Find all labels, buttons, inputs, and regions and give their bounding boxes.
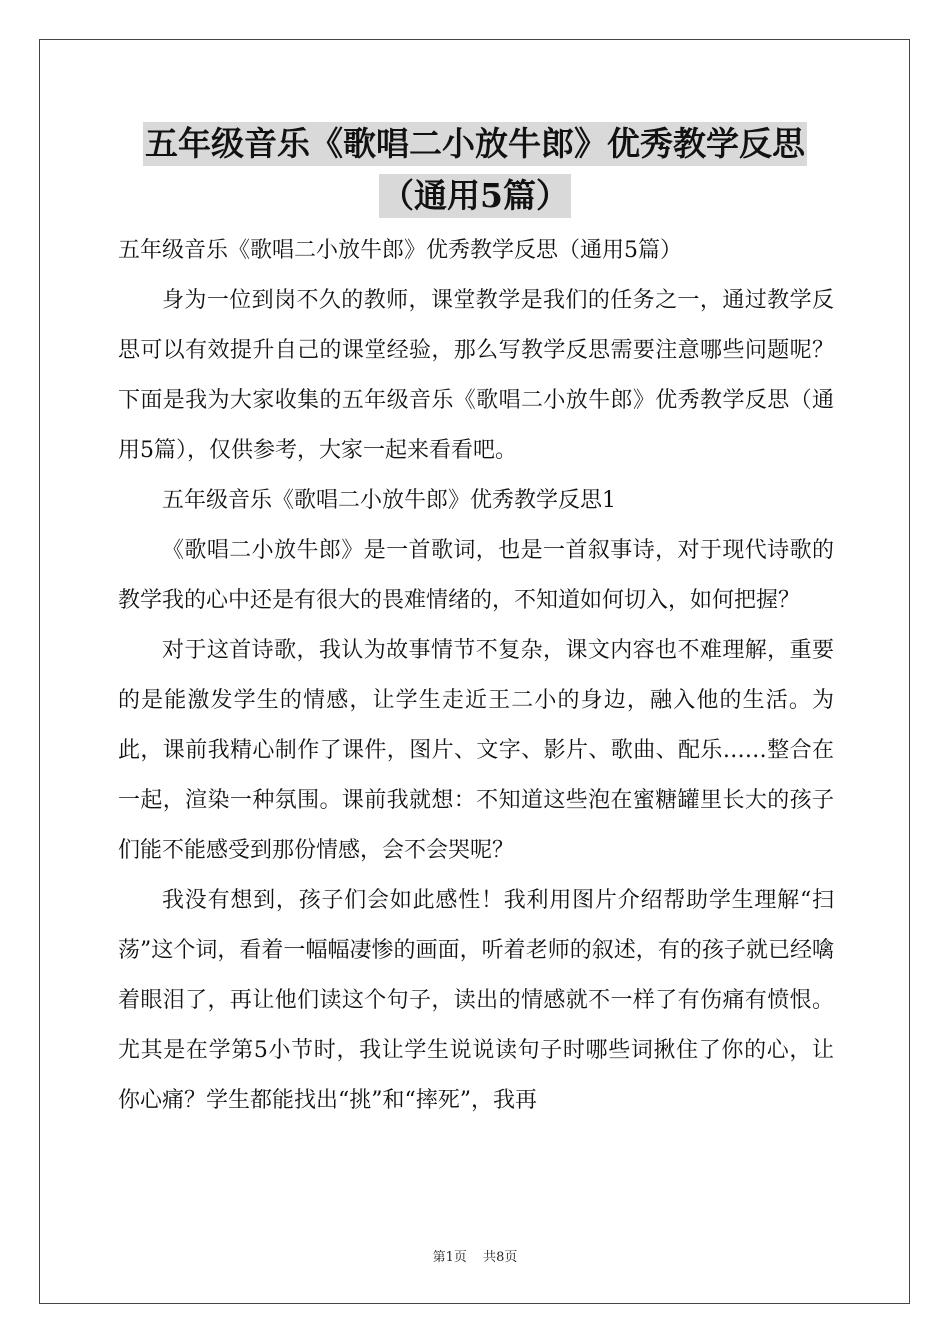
title-line-1: 五年级音乐《歌唱二小放牛郎》优秀教学反思 [143, 122, 807, 166]
intro-paragraph: 身为一位到岗不久的教师，课堂教学是我们的任务之一，通过教学反思可以有效提升自己的课堂经验，那么写教学反思需要注意哪些问题呢？下面是我为大家收集的五年级音乐《歌唱二小放牛郎》优秀教学反思（通用5篇），仅供参考，大家一起来看看吧。 [118, 288, 834, 463]
section-heading: 五年级音乐《歌唱二小放牛郎》优秀教学反思1 [162, 488, 616, 513]
body-paragraph: 对于这首诗歌，我认为故事情节不复杂，课文内容也不难理解，重要的是能激发学生的情感，让学生走近王二小的身边，融入他的生活。为此，课前我精心制作了课件，图片、文字、影片、歌曲、配乐……整合在一起，渲染一种氛围。课前我就想：不知道这些泡在蜜糖罐里长大的孩子们能不能感受到那份情感，会不会哭呢？ [118, 638, 834, 863]
subtitle-paragraph: 五年级音乐《歌唱二小放牛郎》优秀教学反思（通用5篇） [118, 238, 682, 263]
document-title [0, 122, 950, 218]
page-total: 共8页 [483, 1250, 518, 1265]
body-paragraph: 《歌唱二小放牛郎》是一首歌词，也是一首叙事诗，对于现代诗歌的教学我的心中还是有很大的畏难情绪的，不知道如何切入，如何把握？ [118, 538, 834, 613]
document-body [118, 226, 834, 1126]
page-footer [0, 1246, 950, 1265]
page-number: 第1页 [432, 1250, 467, 1265]
title-line-2: （通用5篇） [379, 174, 571, 218]
body-paragraph: 我没有想到，孩子们会如此感性！我利用图片介绍帮助学生理解“扫荡”这个词，看着一幅幅凄惨的画面，听着老师的叙述，有的孩子就已经噙着眼泪了，再让他们读这个句子，读出的情感就不一样了有伤痛有愤恨。尤其是在学第5小节时，我让学生说说读句子时哪些词揪住了你的心，让你心痛？学生都能找出“挑”和“摔死”，我再 [118, 888, 834, 1113]
